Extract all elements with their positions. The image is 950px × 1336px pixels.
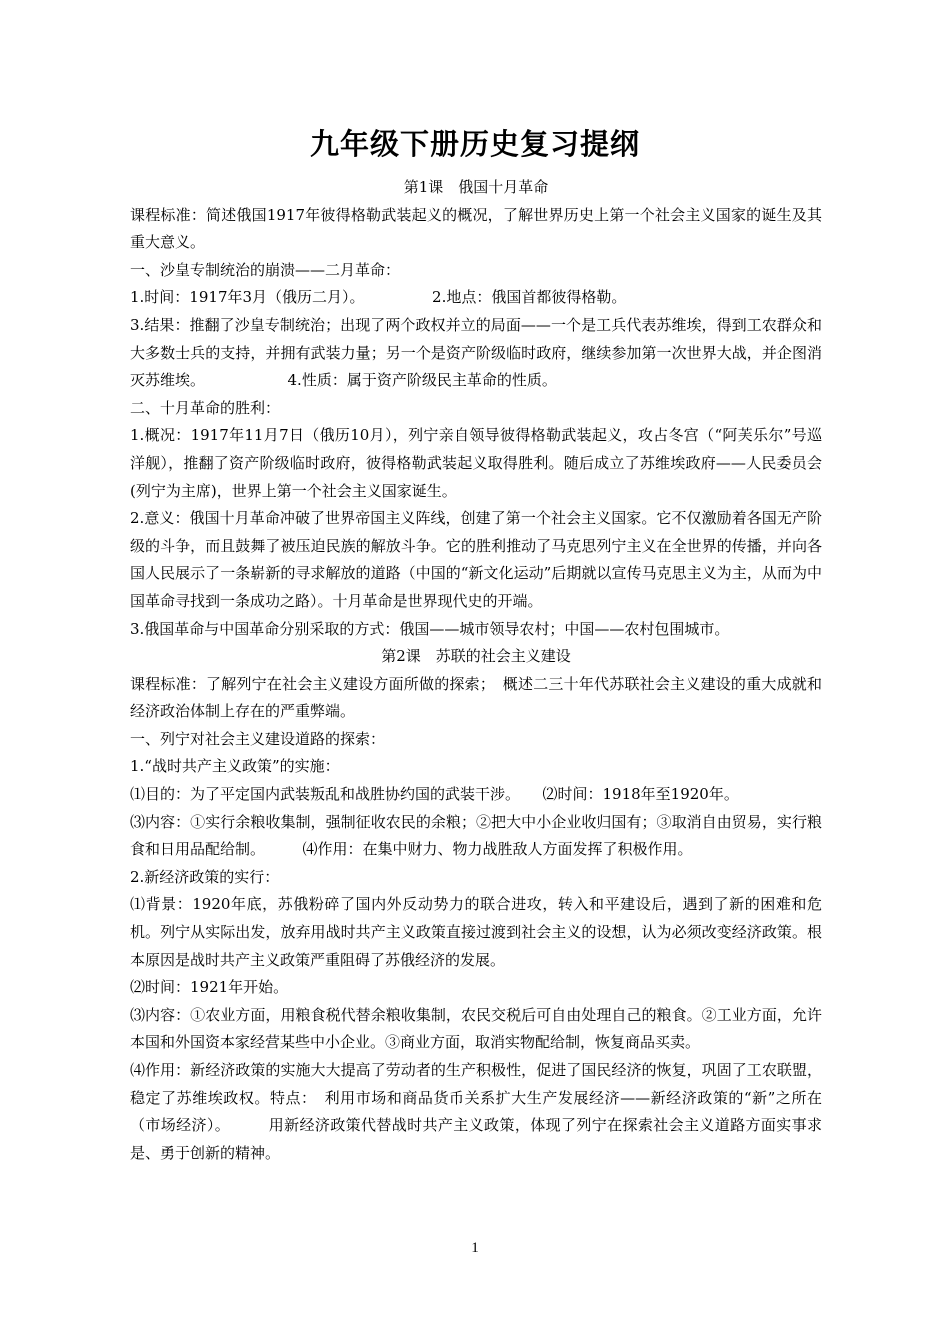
document-body bbox=[130, 174, 822, 1167]
paragraph: ⑵时间：1921年开始。 bbox=[130, 978, 289, 997]
paragraph: 2.意义：俄国十月革命冲破了世界帝国主义阵线，创建了第一个社会主义国家。它不仅激励着各国无产阶级的斗争，而且鼓舞了被压迫民族的解放斗争。它的胜利推动了马克思列宁主义在全世界的传播，并向各国人民展示了一条崭新的寻求解放的道路（中国的“新文化运动”后期就以宣传马克思主义为主，从而为中国革命寻找到一条成功之路）。十月革命是世界现代史的开端。 bbox=[130, 509, 822, 610]
lesson-1-heading: 第1课 俄国十月革命 bbox=[403, 178, 549, 196]
section-heading: 一、列宁对社会主义建设道路的探索： bbox=[130, 729, 386, 748]
lesson-2-heading: 第2课 苏联的社会主义建设 bbox=[381, 647, 571, 666]
curriculum-standard-2: 课程标准：了解列宁在社会主义建设方面所做的探索； 概述二三十年代苏联社会主义建设的重大成就和经济政治体制上存在的严重弊端。 bbox=[130, 674, 822, 721]
paragraph: 3.俄国革命与中国革命分别采取的方式：俄国——城市领导农村；中国——农村包围城市。 bbox=[130, 619, 730, 638]
section-heading: 一、沙皇专制统治的崩溃——二月革命： bbox=[130, 260, 401, 279]
paragraph: ⑶内容：①实行余粮收集制，强制征收农民的余粮；②把大中小企业收归国有；③取消自由贸易，实行粮食和日用品配给制。 ⑷作用：在集中财力、物力战胜敌人方面发挥了积极作用。 bbox=[130, 812, 822, 859]
curriculum-standard-1: 课程标准：简述俄国1917年彼得格勒武装起义的概况，了解世界历史上第一个社会主义国家的诞生及其重大意义。 bbox=[130, 205, 822, 252]
section-heading: 二、十月革命的胜利： bbox=[130, 398, 281, 417]
paragraph: ⑶内容：①农业方面，用粮食税代替余粮收集制，农民交税后可自由处理自己的粮食。②工业方面，允许本国和外国资本家经营某些中小企业。③商业方面，取消实物配给制，恢复商品买卖。 bbox=[130, 1005, 822, 1052]
paragraph: 1.时间：1917年3月（俄历二月）。 2.地点：俄国首都彼得格勒。 bbox=[130, 288, 627, 307]
paragraph: ⑴背景：1920年底，苏俄粉碎了国内外反动势力的联合进攻，转入和平建设后，遇到了新的困难和危机。列宁从实际出发，放弃用战时共产主义政策直接过渡到社会主义的设想，认为必须改变经济政策。根本原因是战时共产主义政策严重阻碍了苏俄经济的发展。 bbox=[130, 895, 822, 969]
paragraph: 3.结果：推翻了沙皇专制统治；出现了两个政权并立的局面——一个是工兵代表苏维埃，得到工农群众和大多数士兵的支持，并拥有武装力量；另一个是资产阶级临时政府，继续参加第一次世界大战，并企图消灭苏维埃。 4.性质：属于资产阶级民主革命的性质。 bbox=[130, 315, 822, 390]
paragraph: ⑴目的：为了平定国内武装叛乱和战胜协约国的武装干涉。 ⑵时间：1918年至1920年。 bbox=[130, 785, 739, 804]
paragraph: ⑷作用：新经济政策的实施大大提高了劳动者的生产积极性，促进了国民经济的恢复，巩固了工农联盟，稳定了苏维埃政权。特点： 利用市场和商品货币关系扩大生产发展经济——新经济政策的“新”之所在（市场经济）。 用新经济政策代替战时共产主义政策，体现了列宁在探索社会主义道路方面实事求是、勇于创新的精神。 bbox=[130, 1061, 822, 1162]
paragraph: 2.新经济政策的实行： bbox=[130, 867, 280, 886]
page-number: 1 bbox=[471, 1240, 479, 1256]
paragraph: 1.“战时共产主义政策”的实施： bbox=[130, 757, 340, 776]
paragraph: 1.概况：1917年11月7日（俄历10月），列宁亲自领导彼得格勒武装起义，攻占冬宫（“阿芙乐尔”号巡洋舰），推翻了资产阶级临时政府，彼得格勒武装起义取得胜利。随后成立了苏维埃政府——人民委员会(列宁为主席)，世界上第一个社会主义国家诞生。 bbox=[130, 426, 822, 500]
document-title: 九年级下册历史复习提纲 bbox=[309, 127, 640, 161]
